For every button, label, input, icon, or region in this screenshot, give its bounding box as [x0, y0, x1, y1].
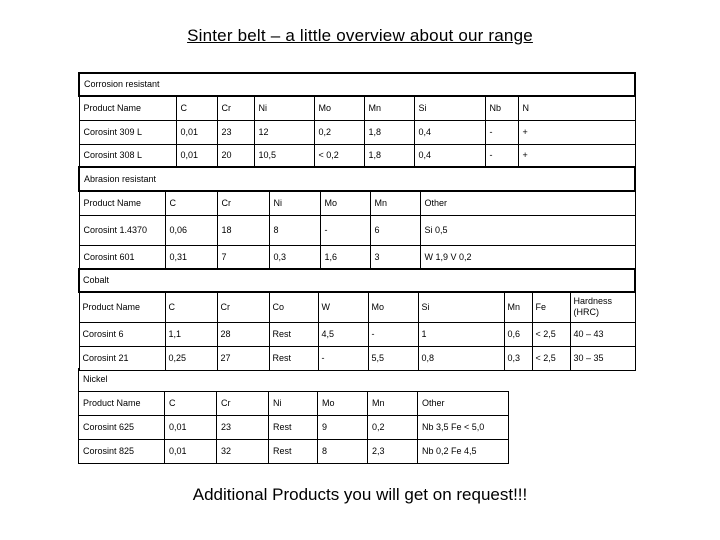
table-cell: 0,6 — [504, 322, 532, 346]
section-heading-row — [79, 73, 635, 96]
table-cell: 2,3 — [368, 439, 418, 463]
column-header: W — [318, 292, 368, 322]
column-header: Ni — [254, 96, 314, 120]
table-cell: 30 – 35 — [570, 346, 635, 370]
column-header: Mo — [318, 391, 368, 415]
table-cell: 0,01 — [176, 144, 217, 167]
table-cell: 18 — [217, 215, 269, 245]
table-cell: 0,25 — [165, 346, 217, 370]
column-header: Product Name — [79, 191, 165, 215]
table-cell: 1,8 — [364, 144, 414, 167]
table-cell: < 2,5 — [532, 346, 570, 370]
table-cell: 0,2 — [368, 415, 418, 439]
table-cell: W 1,9 V 0,2 — [420, 245, 635, 269]
table-cell: + — [518, 120, 635, 144]
table-row — [79, 415, 509, 439]
table-cell: - — [485, 144, 518, 167]
table-cell: 0,01 — [165, 439, 217, 463]
section-heading: Nickel — [79, 368, 509, 391]
column-header: C — [165, 391, 217, 415]
cobalt-table — [78, 268, 636, 371]
column-header: Ni — [269, 191, 320, 215]
table-cell: 0,01 — [165, 415, 217, 439]
table-cell: 27 — [217, 346, 269, 370]
table-cell: 0,01 — [176, 120, 217, 144]
product-name: Corosint 1.4370 — [79, 215, 165, 245]
column-header: Product Name — [79, 292, 165, 322]
column-header: Nb — [485, 96, 518, 120]
product-name: Corosint 601 — [79, 245, 165, 269]
column-header: Mo — [320, 191, 370, 215]
table-row — [79, 120, 635, 144]
product-name: Corosint 308 L — [79, 144, 176, 167]
nickel-table — [78, 368, 509, 464]
table-cell: 28 — [217, 322, 269, 346]
table-row — [79, 322, 635, 346]
table-cell: 20 — [217, 144, 254, 167]
table-cell: 1,1 — [165, 322, 217, 346]
product-name: Corosint 625 — [79, 415, 165, 439]
table-cell: - — [318, 346, 368, 370]
product-name: Corosint 6 — [79, 322, 165, 346]
column-header: Other — [420, 191, 635, 215]
column-header: C — [176, 96, 217, 120]
section-heading-row — [79, 368, 509, 391]
table-row — [79, 439, 509, 463]
column-header: Mn — [364, 96, 414, 120]
table-cell: 0,4 — [414, 120, 485, 144]
column-header: Mo — [314, 96, 364, 120]
column-header: Mn — [370, 191, 420, 215]
table-cell: Nb 3,5 Fe < 5,0 — [418, 415, 509, 439]
table-cell: - — [368, 322, 418, 346]
column-header: C — [165, 191, 217, 215]
table-cell: 40 – 43 — [570, 322, 635, 346]
table-cell: 23 — [217, 120, 254, 144]
section-heading-row — [79, 269, 635, 292]
column-header: N — [518, 96, 635, 120]
column-header: Ni — [269, 391, 318, 415]
table-cell: Rest — [269, 322, 318, 346]
product-name: Corosint 21 — [79, 346, 165, 370]
column-header-row — [79, 96, 635, 120]
table-row — [79, 245, 635, 269]
corrosion-resistant-table — [78, 72, 636, 168]
table-cell: 23 — [217, 415, 269, 439]
column-header: Mn — [504, 292, 532, 322]
table-cell: 0,3 — [504, 346, 532, 370]
section-heading: Cobalt — [79, 269, 635, 292]
table-cell: 9 — [318, 415, 368, 439]
column-header: Other — [418, 391, 509, 415]
column-header: Co — [269, 292, 318, 322]
table-cell: + — [518, 144, 635, 167]
table-cell: 1 — [418, 322, 504, 346]
table-cell: Rest — [269, 439, 318, 463]
column-header-row — [79, 292, 635, 322]
column-header: Cr — [217, 292, 269, 322]
table-cell: 1,8 — [364, 120, 414, 144]
table-cell: 4,5 — [318, 322, 368, 346]
table-cell: < 0,2 — [314, 144, 364, 167]
table-cell: 0,06 — [165, 215, 217, 245]
table-cell: 3 — [370, 245, 420, 269]
footer-note: Additional Products you will get on request!!! — [192, 485, 528, 504]
table-cell: - — [485, 120, 518, 144]
table-cell: 32 — [217, 439, 269, 463]
table-cell: 12 — [254, 120, 314, 144]
column-header: Mn — [368, 391, 418, 415]
table-cell: 0,8 — [418, 346, 504, 370]
table-cell: 8 — [318, 439, 368, 463]
table-cell: 6 — [370, 215, 420, 245]
table-cell: Rest — [269, 415, 318, 439]
column-header: Cr — [217, 191, 269, 215]
column-header: C — [165, 292, 217, 322]
column-header: Cr — [217, 96, 254, 120]
table-cell: 0,2 — [314, 120, 364, 144]
table-cell: 0,4 — [414, 144, 485, 167]
table-cell: Si 0,5 — [420, 215, 635, 245]
column-header-row — [79, 191, 635, 215]
abrasion-resistant-table — [78, 166, 636, 270]
table-cell: - — [320, 215, 370, 245]
column-header: Product Name — [79, 391, 165, 415]
column-header: Si — [418, 292, 504, 322]
table-cell: 1,6 — [320, 245, 370, 269]
column-header: Fe — [532, 292, 570, 322]
section-heading-row — [79, 167, 635, 191]
table-row — [79, 215, 635, 245]
column-header: Cr — [217, 391, 269, 415]
column-header: Hardness (HRC) — [570, 292, 635, 322]
table-cell: < 2,5 — [532, 322, 570, 346]
table-row — [79, 346, 635, 370]
table-cell: 7 — [217, 245, 269, 269]
column-header: Si — [414, 96, 485, 120]
column-header: Mo — [368, 292, 418, 322]
product-name: Corosint 309 L — [79, 120, 176, 144]
column-header-row — [79, 391, 509, 415]
table-cell: 10,5 — [254, 144, 314, 167]
table-cell: 5,5 — [368, 346, 418, 370]
table-row — [79, 144, 635, 167]
table-cell: 0,3 — [269, 245, 320, 269]
product-name: Corosint 825 — [79, 439, 165, 463]
section-heading: Abrasion resistant — [79, 167, 635, 191]
table-cell: Rest — [269, 346, 318, 370]
section-heading: Corrosion resistant — [79, 73, 635, 96]
table-cell: 0,31 — [165, 245, 217, 269]
table-cell: Nb 0,2 Fe 4,5 — [418, 439, 509, 463]
column-header: Product Name — [79, 96, 176, 120]
table-cell: 8 — [269, 215, 320, 245]
page-title: Sinter belt – a little overview about our range — [187, 26, 533, 45]
